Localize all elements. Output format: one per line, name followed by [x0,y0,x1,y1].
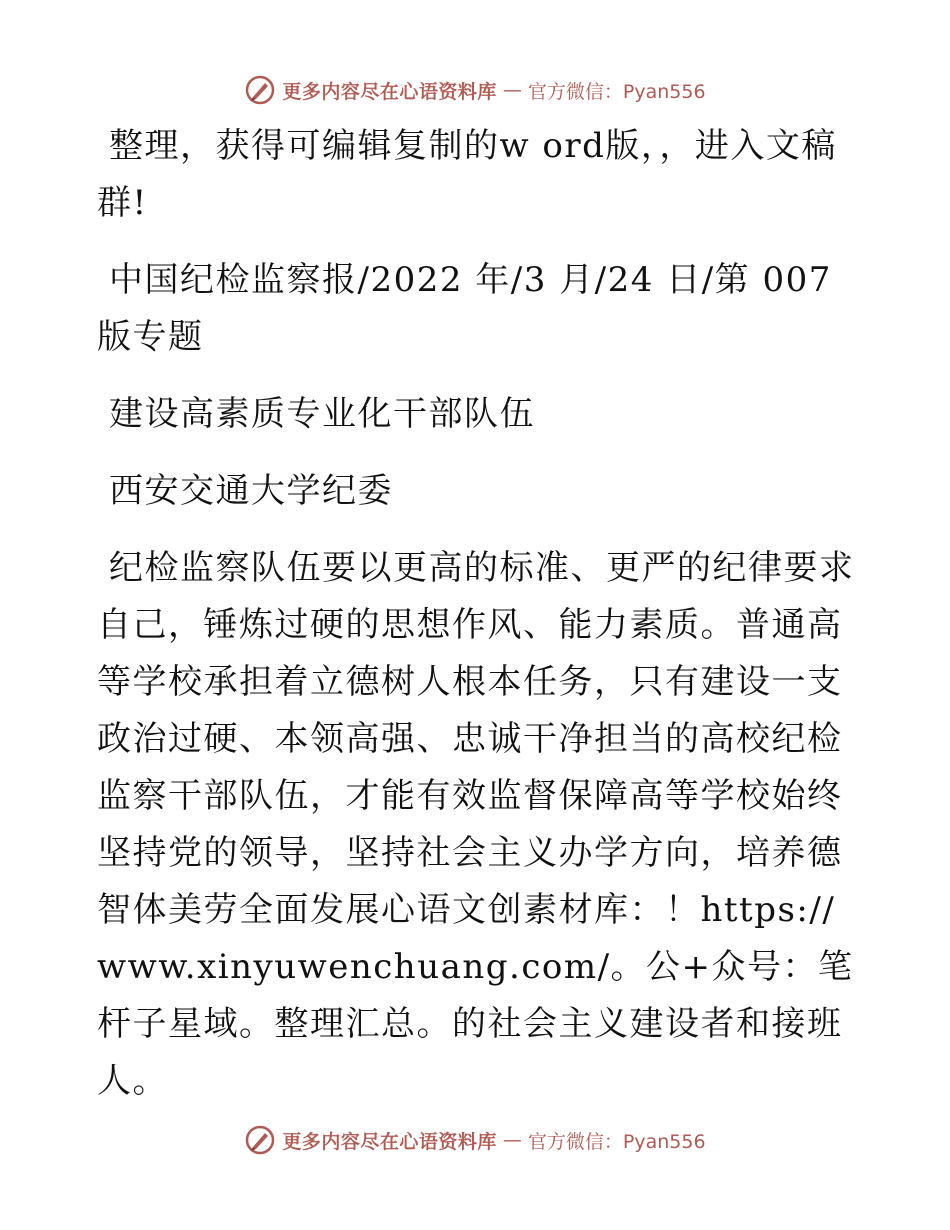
document-body [97,118,857,1117]
banner-text: 更多内容尽在心语资料库 [282,1130,497,1153]
article-title: 建设高素质专业化干部队伍 [109,394,535,434]
banner-text: 更多内容尽在心语资料库 [282,80,497,103]
article-author: 西安交通大学纪委 [109,471,393,511]
header-banner [0,70,950,110]
red-pen-circle-icon [244,74,276,106]
intro-paragraph: 整理，获得可编辑复制的w ord版，，进入文稿群! [97,126,837,223]
footer-banner [0,1120,950,1160]
red-pen-circle-icon [244,1124,276,1156]
banner-wechat: 官方微信：Pyan556 [527,80,706,103]
banner-separator: — [502,1129,522,1151]
body-paragraph: 纪检监察队伍要以更高的标准、更严的纪律要求自己，锤炼过硬的思想作风、能力素质。普通高等学校承担着立德树人根本任务，只有建设一支政治过硬、本领高强、忠诚干净担当的高校纪检监察干部队伍，才能有效监督保障高等学校始终坚持党的领导，坚持社会主义办学方向，培养德智体美劳全面发展心语文创素材库：！https://www.xinyuwenchuang.com/。公+众号：笔杆子星域。整理汇总。的社会主义建设者和接班人。 [97,548,855,1101]
source-line: 中国纪检监察报/2022 年/3 月/24 日/第 007 版专题 [97,260,832,357]
banner-separator: — [502,79,522,101]
banner-wechat: 官方微信：Pyan556 [527,1130,706,1153]
